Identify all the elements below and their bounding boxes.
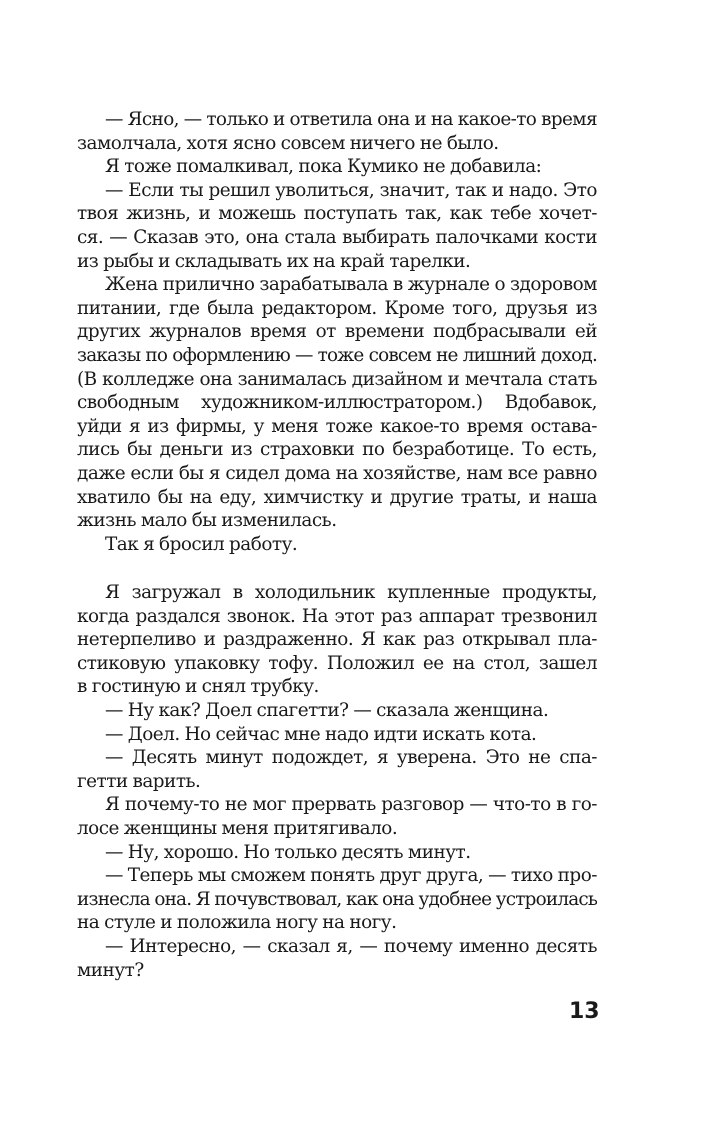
text-line: — Доел. Но сейчас мне надо идти искать кота.	[105, 723, 537, 745]
text-line: Я загружал в холодильник купленные продукты,	[105, 582, 597, 603]
text-line: заказы по оформлению — тоже совсем не лишний доход.	[77, 344, 597, 366]
text-line: Жена прилично зарабатывала в журнале о здоровом	[105, 274, 597, 296]
text-line: Я тоже помалкивал, пока Кумико не добавила:	[105, 156, 542, 178]
text-line: гетти варить.	[77, 770, 201, 792]
text-line: — Если ты решил уволиться, значит, так и надо. Это	[105, 179, 597, 201]
text-line: лись бы деньги из страховки по безработице. То есть,	[77, 439, 597, 461]
text-line: ся. — Сказав это, она стала выбирать палочками кости	[77, 226, 597, 248]
text-block-first	[77, 108, 597, 556]
text-line: хватило бы на еду, химчистку и другие траты, и наша	[77, 486, 597, 508]
text-line: жизнь мало бы изменилась.	[77, 510, 337, 532]
text-line: — Интересно, — сказал я, — почему именно десять	[105, 935, 597, 957]
text-line: питании, где была редактором. Кроме того, друзья из	[77, 297, 597, 319]
text-line: — Ясно, — только и ответила она и на какое-то время	[105, 109, 597, 130]
text-line: даже если бы я сидел дома на хозяйстве, нам все равно	[77, 462, 597, 484]
text-line: замолчала, хотя ясно совсем ничего не было.	[77, 132, 499, 154]
text-line: других журналов время от времени подбрасывали ей	[77, 321, 597, 343]
text-line: стиковую упаковку тофу. Положил ее на стол, зашел	[77, 652, 597, 674]
text-line: уйди я из фирмы, у меня тоже какое-то время остава-	[77, 415, 597, 437]
text-line: нетерпеливо и раздраженно. Я как раз открывал пла-	[77, 629, 597, 651]
text-line: — Ну как? Доел спагетти? — сказала женщина.	[105, 699, 549, 721]
text-line: свободным художником-иллюстратором.) Вдобавок,	[77, 392, 597, 414]
text-line: минут?	[77, 959, 144, 981]
text-block-second	[77, 581, 597, 982]
text-line: твоя жизнь, и можешь поступать так, как тебе хочет-	[77, 203, 597, 225]
page-number: 13	[569, 999, 600, 1024]
text-line: изнесла она. Я почувствовал, как она удобнее устроилась	[77, 888, 598, 910]
text-line: на стуле и положила ногу на ногу.	[77, 912, 397, 934]
text-line: — Десять минут подождет, я уверена. Это не спа-	[105, 747, 597, 769]
text-line: из рыбы и складывать их на край тарелки.	[77, 250, 471, 272]
text-line: когда раздался звонок. На этот раз аппарат трезвонил	[77, 605, 597, 627]
text-line: — Ну, хорошо. Но только десять минут.	[105, 841, 471, 863]
text-line: Я почему-то не мог прервать разговор — что-то в го-	[105, 794, 597, 816]
text-line: лосе женщины меня притягивало.	[77, 817, 398, 839]
text-line: — Теперь мы сможем понять друг друга, — тихо про-	[105, 865, 597, 887]
text-line: (В колледже она занималась дизайном и мечтала стать	[77, 368, 597, 390]
text-line: Так я бросил работу.	[105, 533, 298, 555]
text-line: в гостиную и снял трубку.	[77, 676, 319, 698]
